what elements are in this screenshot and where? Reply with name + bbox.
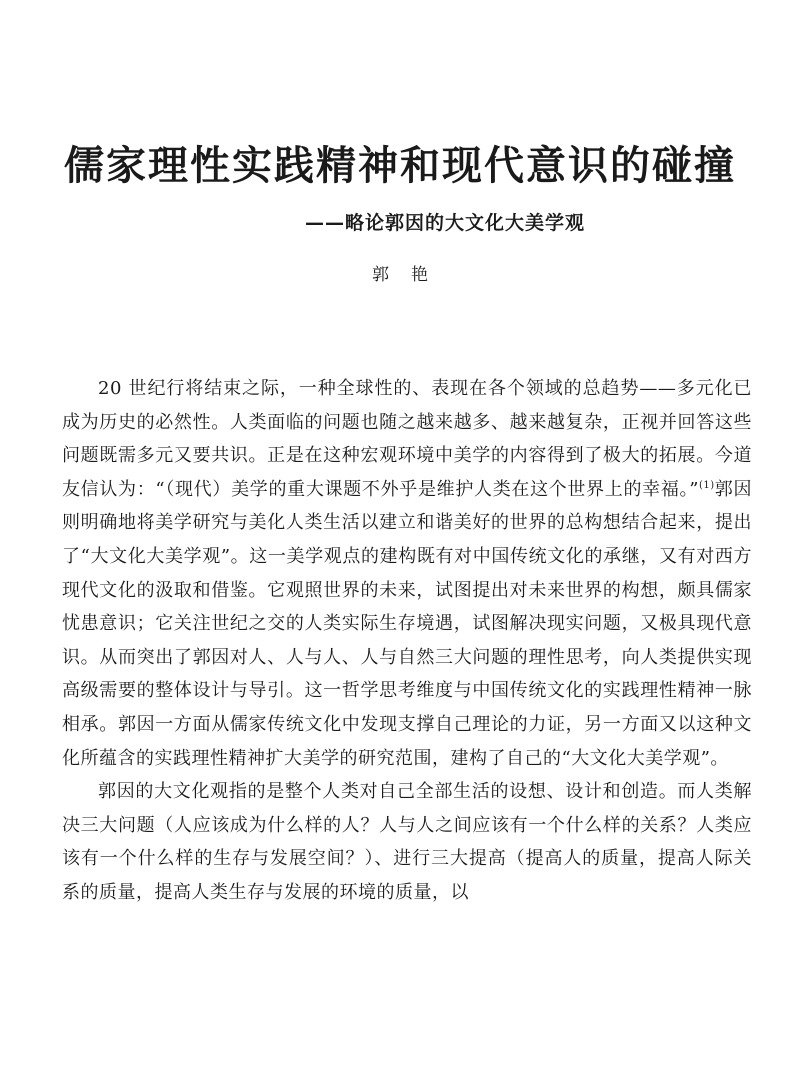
- article-subtitle: ——略论郭因的大文化大美学观: [304, 212, 585, 234]
- footnote-marker[interactable]: (1): [698, 479, 715, 491]
- article-title: 儒家理性实践精神和现代意识的碰撞: [64, 142, 736, 189]
- paragraph-1-text-b: 郭因则明确地将美学研究与美化人类生活以建立和谐美好的世界的总构想结合起来，提出了“大文化大美学观”。这一美学观点的建构既有对中国传统文化的承继，又有对西方现代文化的汲取和借鉴。它观照世界的未来，试图提出对未来世界的构想，颇具儒家忧患意识；它关注世纪之交的人类实际生存境遇，试图解决现实问题，又极具现代意识。从而突出了郭因对人、人与人、人与自然三大问题的理性思考，向人类提供实现高级需要的整体设计与导引。这一哲学思考维度与中国传统文化的实践理性精神一脉相承。郭因一方面从儒家传统文化中发现支撑自己理论的力证，另一方面又以这种文化所蕴含的实践理性精神扩大美学的研究范围，建构了自己的“大文化大美学观”。: [62, 478, 752, 769]
- paragraph-2: 郭因的大文化观指的是整个人类对自己全部生活的设想、设计和创造。而人类解决三大问题（人应该成为什么样的人？人与人之间应该有一个什么样的关系？人类应该有一个什么样的生存与发展空间？）、进行三大提高（提高人的质量，提高人际关系的质量，提高人类生存与发展的环境的质量，以: [62, 781, 752, 903]
- article-body: [62, 372, 752, 910]
- article-author: 郭艳: [372, 265, 450, 285]
- paragraph-1-text-a: 20 世纪行将结束之际，一种全球性的、表现在各个领域的总趋势——多元化已成为历史的必然性。人类面临的问题也随之越来越多、越来越复杂，正视并回答这些问题既需多元又要共识。正是在这种宏观环境中美学的内容得到了极大的拓展。今道友信认为：“（现代）美学的重大课题不外乎是维护人类在这个世界上的幸福。”: [62, 378, 752, 500]
- paragraph-1: [62, 372, 752, 775]
